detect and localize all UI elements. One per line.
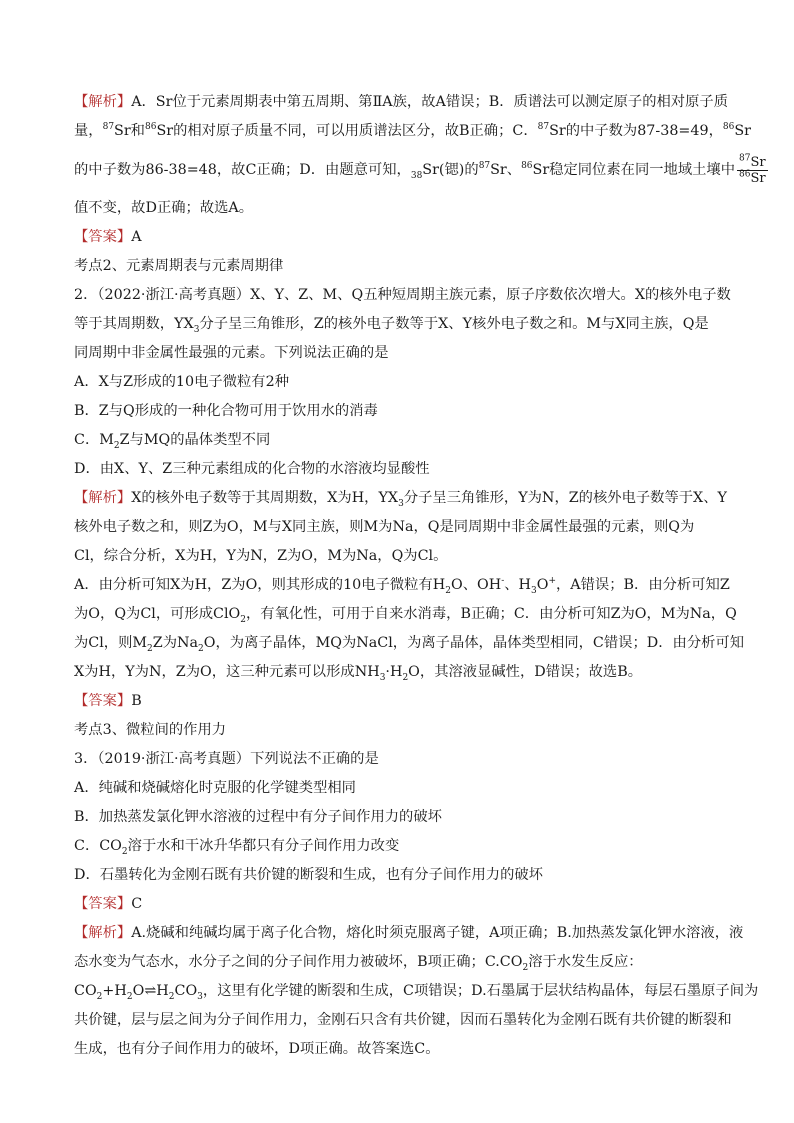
answer-tag: 【答案】 — [74, 229, 132, 245]
answer-tag: 【答案】 — [74, 693, 132, 709]
text: Sr、 — [490, 162, 522, 178]
subscript: 2 — [126, 991, 133, 1002]
text: 、H — [504, 577, 531, 593]
subscript: 2 — [168, 991, 175, 1002]
subscript: 3 — [197, 991, 203, 1002]
section-heading: 考点2、元素周期表与元素周期律 — [74, 258, 284, 274]
superscript: + — [548, 576, 557, 587]
subscript: 3 — [379, 672, 386, 683]
text: CO — [174, 983, 198, 999]
answer-line — [74, 890, 734, 919]
subscript: 2 — [240, 614, 246, 625]
text: C．M — [74, 432, 114, 448]
text: 态水变为气态水，水分子之间的分子间作用力被破坏，B项正确；C.CO — [74, 954, 523, 970]
answer-value: B — [131, 693, 142, 709]
superscript: 87 — [102, 122, 115, 133]
explanation-line — [74, 629, 745, 658]
superscript: 87 — [537, 122, 550, 133]
superscript: 86 — [722, 122, 735, 133]
answer-line — [74, 223, 734, 252]
subscript: 3 — [193, 324, 200, 335]
explanation-line — [74, 146, 766, 194]
subscript: 2 — [522, 962, 529, 973]
text: C．CO — [74, 838, 122, 854]
explanation-line — [74, 117, 751, 146]
question-line: 3．（2019·浙江·高考真题）下列说法不正确的是 — [74, 751, 379, 767]
text: Sr的中子数为87-38=49， — [549, 123, 723, 139]
text: Sr — [750, 170, 766, 186]
superscript: 86 — [739, 169, 751, 180]
subscript: 2 — [198, 643, 204, 654]
text: 量， — [74, 123, 103, 139]
document-body — [74, 88, 766, 1064]
text: X的核外电子数等于其周期数，X为H，YX — [131, 490, 399, 506]
option-c — [74, 426, 734, 455]
subscript: 3 — [531, 585, 537, 596]
question-line: 2．（2022·浙江·高考真题）X、Y、Z、M、Q五种短周期主族元素，原子序数依次增大。X的核外电子数 — [74, 287, 731, 303]
text: A．由分析可知X为H，Z为O，则其形成的10电子微粒有H — [74, 577, 446, 593]
text: 分子呈三角锥形，Y为N，Z的核外电子数等于X、Y — [403, 490, 727, 506]
text: Sr稳定同位素在同一地域土壤中 — [532, 162, 736, 178]
text: O⇌H — [132, 983, 169, 999]
explanation-line — [74, 919, 744, 948]
text: 为O，Q为Cl，可形成ClO — [74, 606, 241, 622]
explanation-line — [74, 88, 734, 117]
explanation-line — [74, 571, 734, 600]
question-line — [74, 310, 734, 339]
text: A.烧碱和纯碱均属于离子化合物，熔化时须克服离子键，A项正确；B.加热蒸发氯化钾水溶液，液 — [131, 925, 744, 941]
text: O、OH — [450, 577, 502, 593]
explanation-line: 共价键，层与层之间为分子间作用力，金刚石只含有共价键，因而石墨转化为金刚石既有共价键的断裂和 — [74, 1012, 732, 1028]
subscript: 38 — [410, 170, 423, 181]
text: Sr(锶)的 — [422, 162, 479, 178]
text: 等于其周期数，YX — [74, 316, 194, 332]
subscript: 2 — [445, 585, 451, 596]
explanation-line — [74, 977, 759, 1006]
question-line: 同周期中非金属性最强的元素。下列说法正确的是 — [74, 345, 389, 361]
subscript: 2 — [402, 672, 409, 683]
text: ，这里有化学键的断裂和生成，C项错误；D.石墨属于层状结构晶体，每层石墨原子间为 — [202, 983, 759, 999]
superscript: 87 — [739, 153, 751, 164]
text: 溶于水发生反应： — [528, 954, 643, 970]
fraction-numerator — [737, 155, 768, 171]
text: Z与MQ的晶体类型不同 — [119, 432, 271, 448]
explanation-line: 核外电子数之和，则Z为O，M与X同主族，则M为Na，Q是同周期中非金属性最强的元素，则Q为 — [74, 519, 695, 535]
text: A．Sr位于元素周期表中第五周期、第ⅡA族，故A错误；B．质谱法可以测定原子的相对原子质 — [131, 94, 728, 110]
text: O，其溶液显碱性，D错误；故选B。 — [408, 664, 643, 680]
explanation-line: 生成，也有分子间作用力的破坏，D项正确。故答案选C。 — [74, 1041, 440, 1057]
option-d: D．由X、Y、Z三种元素组成的化合物的水溶液均显酸性 — [74, 461, 430, 477]
text: 的中子数为86-38=48，故C正确；D．由题意可知， — [74, 162, 411, 178]
superscript: 86 — [521, 161, 533, 172]
option-c — [74, 832, 734, 861]
text: Sr的相对原子质量不同，可以用质谱法区分，故B正确；C． — [156, 123, 538, 139]
analysis-tag: 【解析】 — [74, 490, 132, 506]
superscript: - — [501, 576, 505, 587]
text: +H — [102, 983, 127, 999]
text: ，A错误；B．由分析可知Z — [556, 577, 730, 593]
text: O — [536, 577, 549, 593]
option-a: A．纯碱和烧碱熔化时克服的化学键类型相同 — [74, 780, 356, 796]
answer-value: C — [131, 896, 143, 912]
text: Sr — [734, 123, 751, 139]
answer-tag: 【答案】 — [74, 896, 132, 912]
text: 为Cl，则M — [74, 635, 148, 651]
option-b: B．Z与Q形成的一种化合物可用于饮用水的消毒 — [74, 403, 378, 419]
subscript: 3 — [398, 498, 404, 509]
text: 值不变，故D正确；故选A。 — [74, 200, 254, 216]
text: CO — [74, 983, 97, 999]
text: O，为离子晶体，MQ为NaCl，为离子晶体，晶体类型相同，C错误；D．由分析可知 — [203, 635, 745, 651]
explanation-line — [74, 484, 734, 513]
option-b: B．加热蒸发氯化钾水溶液的过程中有分子间作用力的破坏 — [74, 809, 442, 825]
explanation-line — [74, 194, 734, 223]
text: Z为Na — [152, 635, 199, 651]
text: ，有氧化性，可用于自来水消毒，B正确；C．由分析可知Z为O，M为Na，Q — [246, 606, 737, 622]
text: Sr和 — [114, 123, 145, 139]
section-heading: 考点3、微粒间的作用力 — [74, 722, 227, 738]
explanation-line — [74, 600, 737, 629]
fraction — [737, 155, 768, 186]
text: 分子呈三角锥形，Z的核外电子数等于X、Y核外电子数之和。M与X同主族，Q是 — [199, 316, 709, 332]
superscript: 87 — [478, 161, 491, 172]
explanation-line: Cl，综合分析，X为H，Y为N，Z为O，M为Na，Q为Cl。 — [74, 548, 448, 564]
subscript: 2 — [147, 643, 153, 654]
text: X为H，Y为N，Z为O，这三种元素可以形成NH — [74, 664, 380, 680]
text: 溶于水和干冰升华都只有分子间作用力改变 — [127, 838, 400, 854]
subscript: 2 — [96, 991, 103, 1002]
answer-value: A — [131, 229, 142, 245]
option-a: A．X与Z形成的10电子微粒有2种 — [74, 374, 289, 390]
explanation-line — [74, 658, 734, 687]
explanation-line — [74, 948, 734, 977]
subscript: 2 — [113, 440, 120, 451]
answer-line — [74, 687, 734, 716]
option-d: D．石墨转化为金刚石既有共价键的断裂和生成，也有分子间作用力的破坏 — [74, 867, 543, 883]
analysis-tag: 【解析】 — [74, 925, 132, 941]
analysis-tag: 【解析】 — [74, 94, 132, 110]
fraction-denominator — [737, 171, 768, 186]
text: Sr — [750, 154, 766, 170]
superscript: 86 — [144, 122, 157, 133]
subscript: 2 — [121, 846, 128, 857]
text: ·H — [385, 664, 403, 680]
